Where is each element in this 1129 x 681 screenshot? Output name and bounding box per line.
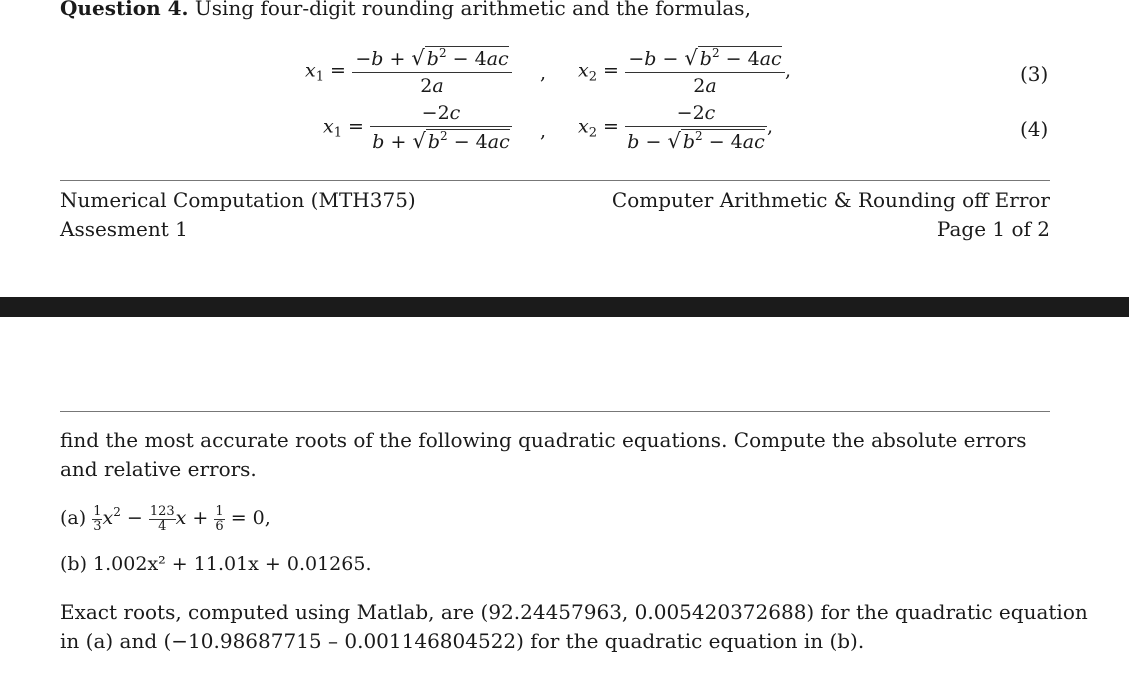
- question-line: [60, 0, 751, 20]
- footer-page: Page 1 of 2: [936, 217, 1050, 241]
- formula-x2-standard: $x_2$ = $\frac{-b - √ b^2 - 4ac}{2a}$ ,: [578, 46, 792, 97]
- question-heading: Question 4.: [60, 0, 189, 20]
- footer-assessment: Assesment 1: [60, 217, 188, 241]
- formula-x1-standard: $x_1$ = $\frac{-b + √ b^2 - 4ac}{2a}$: [305, 46, 512, 97]
- comma: ,: [540, 120, 547, 142]
- question-intro: Using four-digit rounding arithmetic and the formulas,: [194, 0, 751, 20]
- part-b-equation: 1.002x² + 11.01x + 0.01265.: [93, 553, 372, 575]
- part-a: (a) $\frac{1}{3}$ $x^2$ − $\frac{123}{4}$ x + $\frac{1}{6}$ = 0,: [60, 504, 271, 534]
- header-rule: [60, 411, 1050, 412]
- part-b-label: (b): [60, 553, 87, 575]
- part-b: [60, 553, 372, 575]
- task-line-2: and relative errors.: [60, 457, 257, 481]
- equation-number-3: (3): [1020, 62, 1049, 86]
- exact-roots-line-1: Exact roots, computed using Matlab, are (92.24457963, 0.005420372688) for the quadratic equation: [60, 600, 1088, 624]
- equation-number-4: (4): [1020, 117, 1049, 141]
- footer-rule: [60, 180, 1050, 181]
- page-separator-band: [0, 297, 1129, 317]
- task-line-1: find the most accurate roots of the following quadratic equations. Compute the absolute errors: [60, 428, 1027, 452]
- footer-course: Numerical Computation (MTH375): [60, 188, 416, 212]
- formula-x1-rationalized: $x_1$ = $\frac{-2c}{b + √ b^2 - 4ac}$: [323, 102, 512, 153]
- part-a-label: (a): [60, 507, 87, 529]
- exact-roots-line-2: in (a) and (−10.98687715 – 0.001146804522) for the quadratic equation in (b).: [60, 629, 865, 653]
- footer-topic: Computer Arithmetic & Rounding off Error: [611, 188, 1050, 212]
- formula-x2-rationalized: $x_2$ = $\frac{-2c}{b - √ b^2 - 4ac}$ ,: [578, 102, 774, 153]
- comma: ,: [540, 62, 547, 84]
